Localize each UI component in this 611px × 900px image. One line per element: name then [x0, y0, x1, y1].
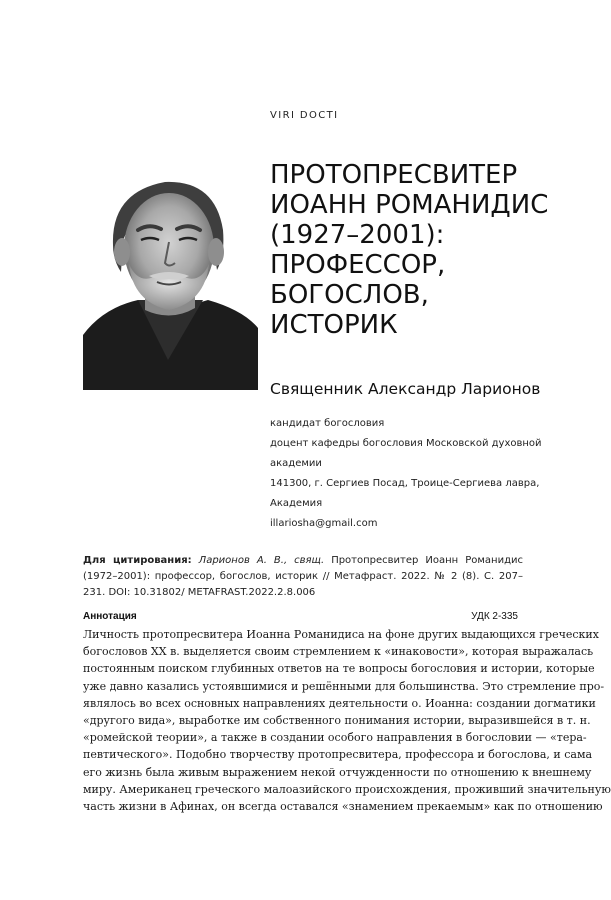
citation-author: Ларионов А. В., свящ.	[198, 555, 325, 566]
abstract-line: часть жизни в Афинах, он всегда оставался «знамением прекаемым» как по отношению	[83, 800, 603, 814]
annotation-heading: Аннотация	[83, 611, 137, 622]
author-email[interactable]: illariosha@gmail.com	[270, 518, 378, 529]
affiliation-position-cont: академии	[270, 458, 322, 469]
affiliation-degree: кандидат богословия	[270, 418, 385, 429]
author-affiliation	[270, 414, 570, 534]
author-portrait	[83, 160, 258, 390]
citation-text: Протопресвитер Иоанн Романидис (1972–2001): профессор, богослов, историк // Метафраст. 2022. № 2 (8). С. 207–231. DOI: 10.31802/ METAFRAST.2022.2.8.006	[83, 555, 523, 598]
title-line: ПРОФЕССОР,	[270, 250, 446, 280]
abstract-line: его жизнь была живым выражением некой отчужденности по отношению к внешнему	[83, 765, 592, 779]
abstract-line: уже давно казались устоявшимися и решёнными для большинства. Это стремление про-	[83, 679, 605, 693]
title-line: ИСТОРИК	[270, 310, 398, 340]
title-line: БОГОСЛОВ,	[270, 280, 429, 310]
affiliation-position: доцент кафедры богословия Московской духовной	[270, 438, 542, 449]
section-rubric: VIRI DOCTI	[270, 110, 339, 121]
author-name: Священник Александр Ларионов	[270, 380, 541, 398]
citation-block	[83, 553, 523, 601]
abstract-line: миру. Американец греческого малоазийского происхождения, проживший значительную	[83, 782, 611, 796]
abstract-line: постоянным поиском глубинных ответов на те вопросы богословия и истории, которые	[83, 662, 595, 676]
title-line: (1927–2001):	[270, 220, 445, 250]
affiliation-address-cont: Академия	[270, 498, 323, 509]
abstract-line: певтического». Подобно творчеству протопресвитера, профессора и богослова, и сама	[83, 748, 593, 762]
abstract-text	[83, 626, 611, 815]
title-line: ПРОТОПРЕСВИТЕР	[270, 160, 518, 190]
abstract-line: Личность протопресвитера Иоанна Романидиса на фоне других выдающихся греческих	[83, 628, 599, 641]
udk-code: УДК 2-335	[471, 611, 518, 622]
abstract-line: «другого вида», выработке им собственного понимания истории, выразившейся в т. н.	[83, 714, 591, 728]
abstract-line: являлось во всех основных направлениях деятельности о. Иоанна: создании догматики	[83, 696, 596, 710]
abstract-line: «ромейской теории», а также в создании особого направления в богословии — «тера-	[83, 731, 587, 745]
citation-label: Для цитирования:	[83, 555, 192, 566]
article-title	[270, 160, 570, 340]
title-line: ИОАНН РОМАНИДИС	[270, 190, 549, 220]
abstract-line: богословов XX в. выделяется своим стремлением к «инаковости», которая выражалась	[83, 645, 594, 659]
affiliation-address: 141300, г. Сергиев Посад, Троице-Сергиева лавра,	[270, 478, 540, 489]
